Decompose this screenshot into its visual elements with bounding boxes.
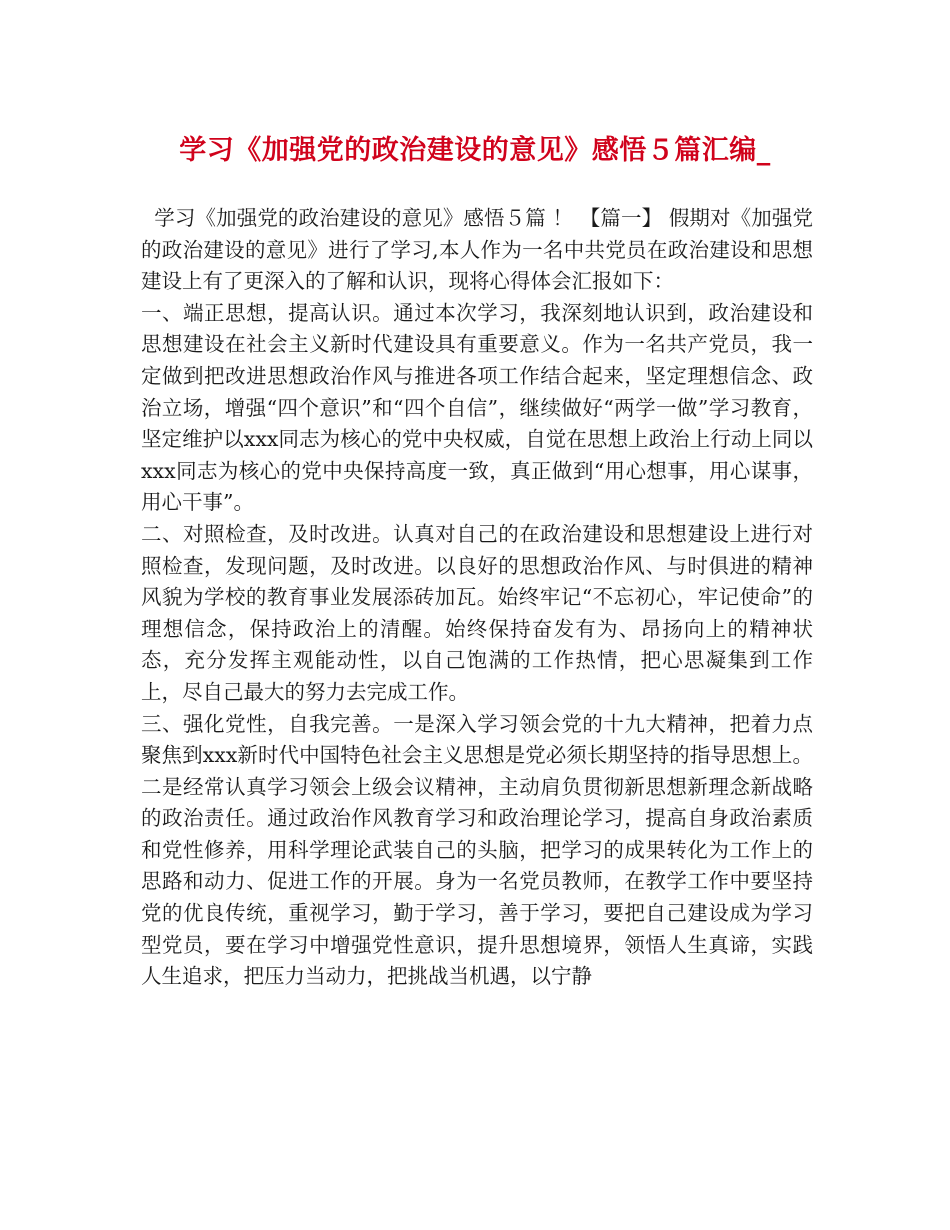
paragraph-section-1: 一、端正思想，提高认识。通过本次学习，我深刻地认识到，政治建设和思想建设在社会主义新时代建设具有重要意义。作为一名共产党员，我一定做到把改进思想政治作风与推进各项工作结合起来，坚定理想信念、政治立场，增强“四个意识”和“四个自信”，继续做好“两学一做”学习教育，坚定维护以xxx同志为核心的党中央权威，自觉在思想上政治上行动上同以xxx同志为核心的党中央保持高度一致，真正做到“用心想事，用心谋事，用心干事”。 bbox=[141, 300, 813, 515]
paragraph-section-2: 二、对照检查，及时改进。认真对自己的在政治建设和思想建设上进行对照检查，发现问题，及时改进。以良好的思想政治作风、与时俱进的精神风貌为学校的教育事业发展添砖加瓦。始终牢记“不忘初心，牢记使命”的理想信念，保持政治上的清醒。始终保持奋发有为、昂扬向上的精神状态，充分发挥主观能动性，以自己饱满的工作热情，把心思凝集到工作上，尽自己最大的努力去完成工作。 bbox=[141, 521, 813, 704]
document-body bbox=[141, 203, 813, 993]
paragraph-intro: 学习《加强党的政治建设的意见》感悟５篇 ！ 【篇一】 假期对《加强党的政治建设的意见》进行了学习,本人作为一名中共党员在政治建设和思想建设上有了更深入的了解和认识，现将心得体会汇报如下： bbox=[141, 206, 813, 294]
paragraph-section-3: 三、强化党性，自我完善。一是深入学习领会党的十九大精神，把着力点聚焦到xxx新时代中国特色社会主义思想是党必须长期坚持的指导思想上。二是经常认真学习领会上级会议精神，主动肩负贯彻新思想新理念新战略的政治责任。通过政治作风教育学习和政治理论学习，提高自身政治素质和党性修养，用科学理论武装自己的头脑，把学习的成果转化为工作上的思路和动力、促进工作的开展。身为一名党员教师，在教学工作中要坚持党的优良传统，重视学习，勤于学习，善于学习，要把自己建设成为学习型党员，要在学习中增强党性意识，提升思想境界，领悟人生真谛，实践人生追求，把压力当动力，把挑战当机遇，以宁静 bbox=[141, 711, 813, 989]
page-title: 学习《加强党的政治建设的意见》感悟５篇汇编_ bbox=[179, 135, 771, 166]
